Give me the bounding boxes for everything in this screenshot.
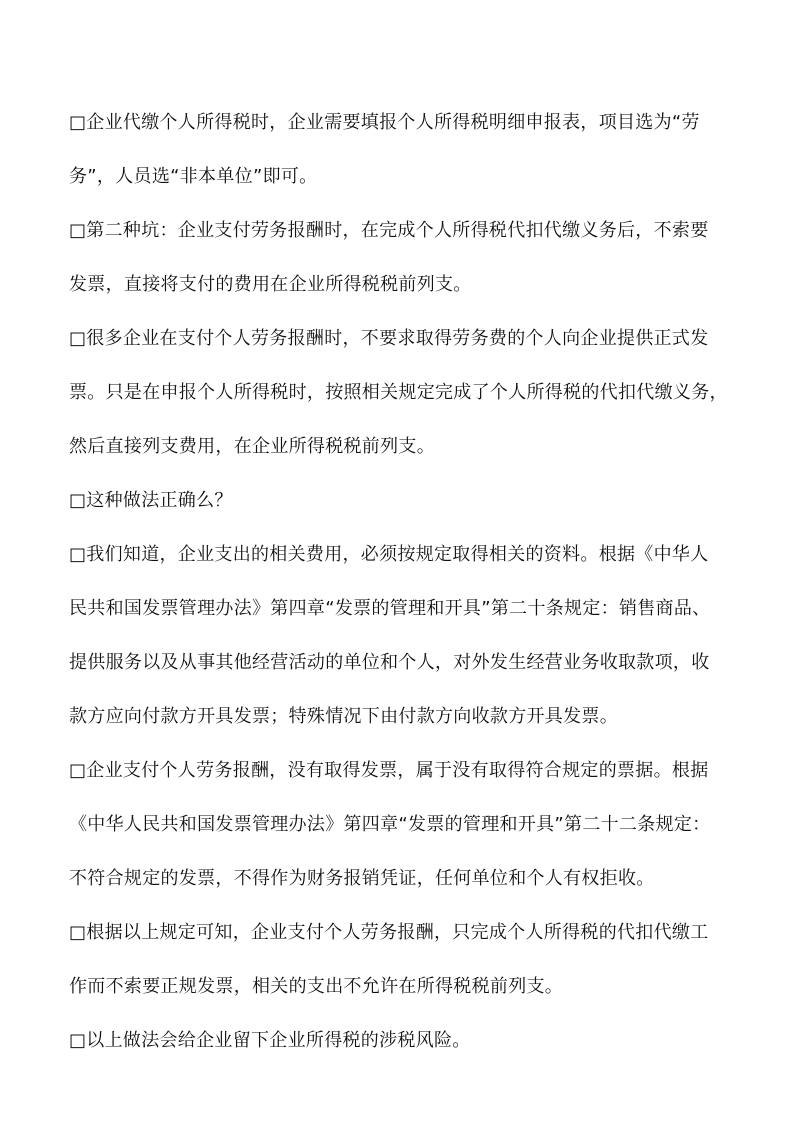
text-line: □我们知道，企业支出的相关费用，必须按规定取得相关的资料。根据《中华人 [69, 544, 709, 565]
paragraph-2 [69, 216, 741, 324]
text-line: 提供服务以及从事其他经营活动的单位和个人，对外发生经营业务收取款项，收 [69, 652, 710, 673]
text-line: 票。只是在申报个人所得税时，按照相关规定完成了个人所得税的代扣代缴义务， [69, 382, 728, 403]
text-line: 民共和国发票管理办法》第四章“发票的管理和开具”第二十条规定：销售商品、 [69, 598, 711, 619]
document-body [69, 108, 741, 1080]
text-line: 发票，直接将支付的费用在企业所得税税前列支。 [69, 274, 472, 295]
text-line: □企业支付个人劳务报酬，没有取得发票，属于没有取得符合规定的票据。根据 [69, 760, 709, 781]
text-line: 《中华人民共和国发票管理办法》第四章“发票的管理和开具”第二十二条规定： [69, 814, 711, 835]
text-line: □根据以上规定可知，企业支付个人劳务报酬，只完成个人所得税的代扣代缴工 [69, 922, 709, 943]
text-line: 作而不索要正规发票，相关的支出不允许在所得税税前列支。 [69, 976, 564, 997]
paragraph-4 [69, 486, 741, 540]
text-line: □这种做法正确么？ [69, 490, 233, 511]
text-line: □很多企业在支付个人劳务报酬时，不要求取得劳务费的个人向企业提供正式发 [69, 328, 709, 349]
paragraph-1 [69, 108, 741, 216]
text-line: 款方应向付款方开具发票；特殊情况下由付款方向收款方开具发票。 [69, 706, 618, 727]
paragraph-8 [69, 1026, 741, 1080]
text-line: □企业代缴个人所得税时，企业需要填报个人所得税明细申报表，项目选为“劳 [69, 112, 700, 133]
text-line: □第二种坑：企业支付劳务报酬时，在完成个人所得税代扣代缴义务后，不索要 [69, 220, 709, 241]
paragraph-6 [69, 756, 741, 918]
text-line: □以上做法会给企业留下企业所得税的涉税风险。 [69, 1030, 471, 1051]
text-line: 不符合规定的发票，不得作为财务报销凭证，任何单位和个人有权拒收。 [69, 868, 655, 889]
paragraph-7 [69, 918, 741, 1026]
text-line: 然后直接列支费用，在企业所得税税前列支。 [69, 436, 435, 457]
paragraph-5 [69, 540, 741, 756]
text-line: 务”，人员选“非本单位”即可。 [69, 166, 318, 187]
paragraph-3 [69, 324, 741, 486]
